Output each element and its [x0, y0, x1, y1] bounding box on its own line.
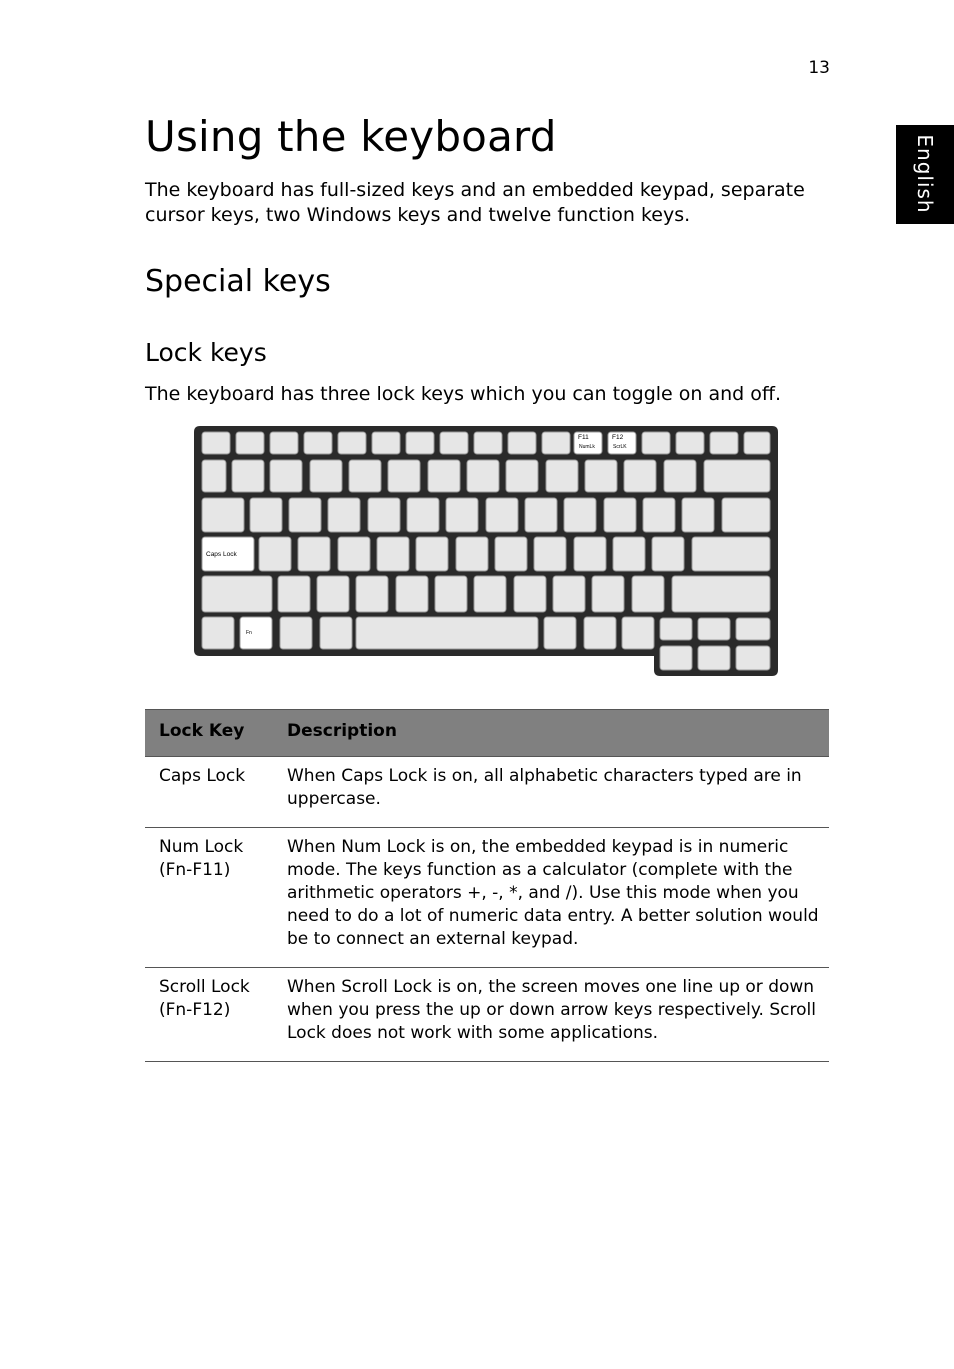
keyboard-key: [368, 498, 400, 532]
page-title: Using the keyboard: [145, 112, 557, 161]
keyboard-key: [338, 432, 366, 454]
keyboard-key: [722, 498, 770, 532]
intro-paragraph: The keyboard has full-sized keys and an embedded keypad, separate cursor keys, two Windows keys and twelve function keys.: [145, 179, 805, 226]
key-f11-label: F11: [578, 434, 589, 441]
key-fn: [240, 617, 272, 649]
lock-keys-paragraph: The keyboard has three lock keys which you can toggle on and off.: [145, 383, 782, 405]
keyboard-key: [407, 498, 439, 532]
keyboard-key: [604, 498, 636, 532]
keyboard-key: [514, 576, 546, 612]
keyboard-key: [259, 537, 291, 571]
keyboard-key: [474, 432, 502, 454]
keyboard-key: [416, 537, 448, 571]
keyboard-key: [574, 537, 606, 571]
keyboard-key: [428, 460, 460, 492]
table-header-row: [145, 710, 829, 757]
keyboard-key: [289, 498, 321, 532]
table-row: [145, 968, 829, 1062]
key-caps-lock-label: Caps Lock: [206, 551, 237, 558]
keyboard-key: [236, 432, 264, 454]
keyboard-key: [202, 498, 244, 532]
keyboard-key: [372, 432, 400, 454]
keyboard-key: [467, 460, 499, 492]
keyboard-key: [202, 576, 272, 612]
keyboard-key: [202, 617, 234, 649]
key-fn-label: Fn: [246, 630, 252, 636]
subsection-heading: Lock keys: [145, 338, 267, 367]
keyboard-key: [622, 617, 654, 649]
keyboard-key: [553, 576, 585, 612]
keyboard-key: [486, 498, 518, 532]
keyboard-key: [349, 460, 381, 492]
keyboard-key: [406, 432, 434, 454]
cell-lock-key: Caps Lock: [145, 757, 273, 828]
table-row: [145, 828, 829, 968]
keyboard-key: [232, 460, 264, 492]
cell-description: When Scroll Lock is on, the screen moves one line up or down when you press the up or down arrow keys respectively. Scroll Lock does not work with some applications.: [273, 968, 829, 1062]
keyboard-key: [624, 460, 656, 492]
keyboard-key: [652, 537, 684, 571]
keyboard-key: [356, 576, 388, 612]
cell-lock-key: Num Lock (Fn-F11): [145, 828, 273, 968]
keyboard-key: [710, 432, 738, 454]
keyboard-key: [632, 576, 664, 612]
keyboard-illustration: [194, 426, 778, 676]
keyboard-key: [664, 460, 696, 492]
keyboard-key: [270, 460, 302, 492]
keyboard-key: [682, 498, 714, 532]
keyboard-key: [525, 498, 557, 532]
keyboard-key: [202, 432, 230, 454]
keyboard-key: [280, 617, 312, 649]
keyboard-key: [660, 618, 692, 640]
table-row: [145, 757, 829, 828]
lock-keys-table: [145, 709, 829, 1062]
keyboard-diagram: [194, 426, 778, 676]
keyboard-key: [506, 460, 538, 492]
keyboard-key: [304, 432, 332, 454]
keyboard-key: [474, 576, 506, 612]
keyboard-key: [704, 460, 770, 492]
keyboard-key: [338, 537, 370, 571]
keyboard-key: [698, 646, 730, 670]
keyboard-key: [546, 460, 578, 492]
cell-description: When Num Lock is on, the embedded keypad is in numeric mode. The keys function as a calculator (complete with the arithmetic operators +, -, *, and /). Use this mode when you need to do a lot of numeric data entry. A better solution would be to connect an external keypad.: [273, 828, 829, 968]
keyboard-key: [736, 646, 770, 670]
keyboard-key: [692, 537, 770, 571]
keyboard-key: [508, 432, 536, 454]
key-f12-sublabel: ScrLK: [613, 444, 627, 450]
keyboard-key: [298, 537, 330, 571]
keyboard-key: [672, 576, 770, 612]
keyboard-key: [250, 498, 282, 532]
keyboard-key: [320, 617, 352, 649]
keyboard-key: [542, 432, 570, 454]
page-number: 13: [808, 58, 830, 78]
keyboard-key: [564, 498, 596, 532]
keyboard-key: [377, 537, 409, 571]
keyboard-key: [440, 432, 468, 454]
keyboard-key: [278, 576, 310, 612]
keyboard-key: [736, 618, 770, 640]
keyboard-key: [456, 537, 488, 571]
keyboard-key: [698, 618, 730, 640]
cell-description: When Caps Lock is on, all alphabetic characters typed are in uppercase.: [273, 757, 829, 828]
keyboard-key: [388, 460, 420, 492]
cell-lock-key: Scroll Lock (Fn-F12): [145, 968, 273, 1062]
keyboard-key: [584, 617, 616, 649]
keyboard-key: [544, 617, 576, 649]
keyboard-key: [356, 617, 538, 649]
language-tab-label: English: [913, 134, 937, 214]
keyboard-key: [585, 460, 617, 492]
keyboard-key: [643, 498, 675, 532]
keyboard-key: [446, 498, 478, 532]
keyboard-key: [744, 432, 770, 454]
keyboard-key: [676, 432, 704, 454]
key-f12-label: F12: [612, 434, 624, 441]
keyboard-key: [328, 498, 360, 532]
keyboard-key: [592, 576, 624, 612]
keyboard-key: [534, 537, 566, 571]
header-description: Description: [273, 710, 829, 757]
keyboard-key: [270, 432, 298, 454]
language-tab: [896, 125, 954, 224]
keyboard-key: [495, 537, 527, 571]
key-f11-sublabel: NumLk: [579, 444, 595, 450]
keyboard-key: [660, 646, 692, 670]
keyboard-key: [613, 537, 645, 571]
section-heading: Special keys: [145, 264, 331, 299]
keyboard-key: [317, 576, 349, 612]
keyboard-key: [435, 576, 467, 612]
keyboard-key: [310, 460, 342, 492]
keyboard-key: [202, 460, 226, 492]
keyboard-key: [396, 576, 428, 612]
keyboard-key: [642, 432, 670, 454]
header-lock-key: Lock Key: [145, 710, 273, 757]
